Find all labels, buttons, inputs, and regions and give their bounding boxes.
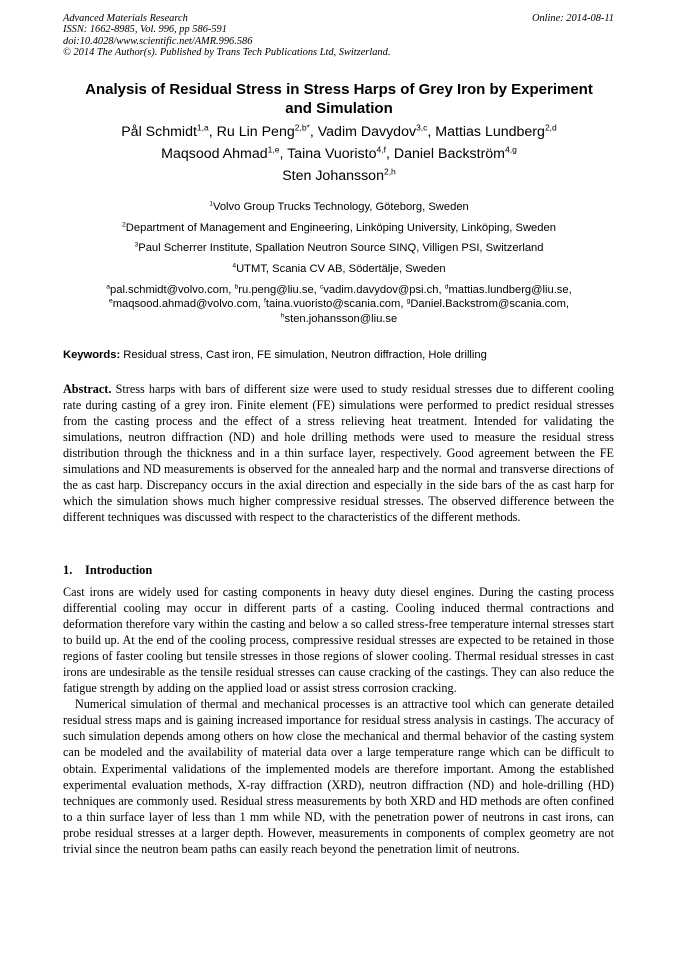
author: Ru Lin Peng$^{2,b*}$, [216, 122, 318, 140]
paragraph: Cast irons are widely used for casting components in heavy duty diesel engines. During the casting process differential cooling may occur in different parts of a casting. Cooling induced thermal contractions and deformation therefore vary within the casting and below a so called stress-free temperature internal stresses start to build up. At the end of the cooling process, compressive residual stresses are expected to be retained in those regions of faster cooling but tensile stresses in those regions of slower cooling. Thermal residual stresses in cast irons are undesirable as the tensile residual stresses can cause cracking of the castings. They can also reduce the fatigue strength by adding on the applied load or assist stress corrosion cracking. [63, 585, 614, 696]
email[interactable]: $^f$taina.vuoristo@scania.com, [263, 297, 407, 311]
affiliation-list [50, 197, 628, 279]
paragraph: Numerical simulation of thermal and mechanical processes is an attractive tool which can generate detailed residual stress maps and is gaining increased importance for residual stress analysis in castings. The accuracy of such simulation depends among others on how close the mechanical and thermal behavior of the casting system can be modeled and the availability of material data over a large temperature range which can be difficult to obtain. Experimental validations of the implemented models are therefore important. Among the established experimental evaluation methods, X-ray diffraction (XRD), neutron diffraction (ND) and hole-drilling (HD) techniques are commonly used. Residual stress measurements by both XRD and HD methods are often confined to a thin surface layer of less than 1 mm while ND, with the penetration power of neutrons in cast irons, can probe residual stresses at a larger depth. However, measurements in components of complex geometry are not trivial since the neutron beam paths can easily reach beyond the penetration limit of neutrons. [63, 697, 614, 856]
email[interactable]: $^a$pal.schmidt@volvo.com, [106, 283, 235, 296]
affiliation: $^3$Paul Scherrer Institute, Spallation Neutron Source SINQ, Villigen PSI, Switzerland [134, 241, 544, 255]
affiliation: $^4$UTMT, Scania CV AB, Södertälje, Sweden [232, 262, 446, 275]
email[interactable]: $^d$mattias.lundberg@liu.se, [444, 283, 572, 296]
title-line-2: and Simulation [285, 100, 393, 117]
email-line-1 [50, 283, 628, 297]
email-list [50, 283, 628, 326]
email[interactable]: $^h$sten.johansson@liu.se [280, 312, 398, 325]
email[interactable]: $^c$vadim.davydov@psi.ch, [319, 283, 445, 296]
keywords [63, 348, 623, 362]
section-title: Introduction [85, 563, 153, 577]
introduction-body [63, 584, 614, 857]
journal-name: Advanced Materials Research [63, 13, 188, 24]
keywords-text: Residual stress, Cast iron, FE simulation, Neutron diffraction, Hole drilling [120, 349, 487, 361]
section-heading [63, 563, 152, 577]
affiliation: $^1$Volvo Group Trucks Technology, Göteborg, Sweden [209, 200, 469, 213]
title-line-1: Analysis of Residual Stress in Stress Harps of Grey Iron by Experiment [85, 81, 593, 98]
author: Daniel Backström$^{4,g}$ [393, 144, 517, 162]
email-line-3 [50, 312, 628, 326]
author-line-3 [50, 165, 628, 187]
copyright-line: © 2014 The Author(s). Published by Trans Tech Publications Ltd, Switzerland. [63, 47, 391, 59]
journal-header [63, 13, 390, 59]
email-line-2 [50, 297, 628, 311]
author: Maqsood Ahmad$^{1,e}$, [161, 144, 288, 162]
keywords-label: Keywords: [63, 349, 121, 361]
doi-line[interactable]: doi:10.4028/www.scientific.net/AMR.996.586 [63, 35, 253, 47]
author: Taina Vuoristo$^{4,f}$, [287, 144, 394, 162]
author: Sten Johansson$^{2,h}$ [282, 166, 396, 184]
abstract-label: Abstract. [63, 382, 112, 396]
affiliation: $^2$Department of Management and Engineering, Linköping University, Linköping, Sweden [122, 220, 556, 234]
author: Pål Schmidt$^{1,a}$, [121, 122, 217, 140]
author-line-2 [50, 143, 628, 165]
paper-title [50, 80, 628, 118]
abstract [63, 381, 614, 525]
author-list [50, 121, 628, 187]
author: Vadim Davydov$^{3,c}$, [317, 122, 436, 140]
section-number: 1. [63, 563, 73, 577]
author-line-1 [50, 121, 628, 143]
email[interactable]: $^e$maqsood.ahmad@volvo.com, [108, 297, 264, 311]
online-date: Online: 2014-08-11 [531, 13, 614, 24]
author: Mattias Lundberg$^{2,d}$ [435, 122, 557, 140]
email[interactable]: $^g$Daniel.Backstrom@scania.com, [406, 297, 570, 311]
abstract-text: Stress harps with bars of different size were used to study residual stresses due to different cooling rate during casting of a grey iron. Finite element (FE) simulations were performed to predict residual stresses from the casting process and the effect of a stress relieving heat treatment. Intended for validating the simulations, neutron diffraction (ND) and hole drilling methods were used to measure the residual stress distribution through the thickness and in a thin surface layer, respectively. Good agreement between the FE simulations and ND measurements is observed for the annealed harp and the normal and transverse directions of the as cast harp. Discrepancy occurs in the axial direction and especially in the side bars of the as cast harp for which the simulation shows much higher compressive residual stresses. The observed difference between the different techniques was discussed with respect to the characteristics of the different methods. [63, 382, 614, 525]
email[interactable]: $^b$ru.peng@liu.se, [234, 283, 320, 296]
issn-line: ISSN: 1662-8985, Vol. 996, pp 586-591 [63, 24, 227, 36]
